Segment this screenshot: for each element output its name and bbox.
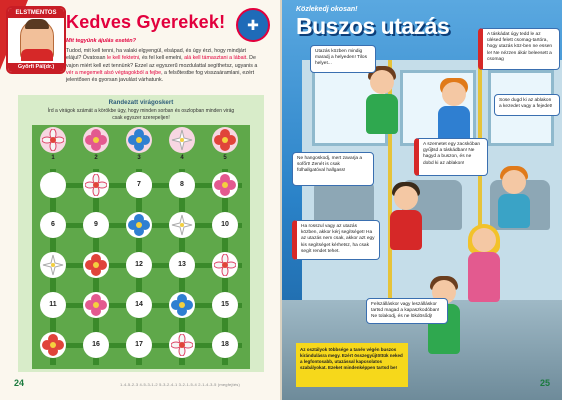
info-note: Az osztályok többsége a tanév végén buszos kirándulásra megy. Ezért összegyűjtöttük neked a legfontosabb, utazással kapcsolatos szabályokat. Ezeket mindenképpen tartsd be! <box>296 343 408 387</box>
cell-number: 18 <box>221 341 229 348</box>
page-title: Kedves Gyerekek! <box>66 12 226 32</box>
answer-circle[interactable] <box>83 332 109 358</box>
right-page <box>282 0 562 400</box>
intro-paragraph <box>66 48 262 84</box>
flower-blue-icon <box>126 127 152 153</box>
tip-bubble-noise: Ne hangoskodj, mert zavarja a sofőrt! Zenét is csak fülhallgatóval hallgass! <box>292 152 374 186</box>
intro-text-4: , a felsőtestbe fog visszaáramlani, ezért jelentősen és gyorsan javulást várhatunk. <box>66 69 255 84</box>
author-badge <box>6 6 66 74</box>
cell-number: 8 <box>180 181 184 188</box>
left-page <box>0 0 280 400</box>
puzzle-board <box>32 125 250 369</box>
column-number-3: 3 <box>137 155 141 161</box>
cell-number: 15 <box>221 301 229 308</box>
flower-red-icon <box>83 252 109 278</box>
flower-red-icon <box>40 332 66 358</box>
subtitle: Mit tegyünk ájulás esetén? <box>66 38 136 44</box>
answer-circle[interactable] <box>126 252 152 278</box>
tip-bubble-boarding: Felszálláskor vagy leszálláskor tartsd magad a kapaszkodóban! Ne tolakodj, és ne lökdösődj! <box>366 298 448 324</box>
answer-circle[interactable] <box>169 252 195 278</box>
intro-text-3: . De vajon miért kell ezt tennünk? Ezzel az egyszerű mozdulattal segíthetsz, ugyanis a <box>66 55 258 69</box>
answer-circle[interactable] <box>40 212 66 238</box>
cell-number: 10 <box>221 221 229 228</box>
flower-blue-icon <box>126 212 152 238</box>
tip-bubble-window: Sose dugd ki az ablakon a kezedet vagy a fejedet! <box>494 94 560 116</box>
answer-circle[interactable] <box>126 172 152 198</box>
answer-circle[interactable] <box>40 172 66 198</box>
intro-highlight-2: alá kell támasztani a lábait <box>184 55 247 62</box>
intro-highlight-1: le kell fektetni <box>106 55 140 62</box>
column-number-4: 4 <box>180 155 184 161</box>
flower-star-icon <box>40 252 66 278</box>
tip-bubble-seat: Utazás közben mindig maradj a helyeden! Tilos helyet... <box>310 45 376 73</box>
flower-blue-icon <box>169 292 195 318</box>
cell-number: 16 <box>92 341 100 348</box>
column-number-2: 2 <box>94 155 98 161</box>
flower-pink-icon <box>83 127 109 153</box>
flower-daisy-icon <box>83 172 109 198</box>
tip-bubble-trash: A szemetet egy zacskóban gyűjtsd a táskádban! Ne hagyd a buszon, és ne dobd ki az ablakon! <box>414 138 488 176</box>
kicker-text: Közlekedj okosan! <box>296 6 358 13</box>
cell-number: 11 <box>49 301 57 308</box>
cell-number: 14 <box>135 301 143 308</box>
column-number-1: 1 <box>51 155 55 161</box>
answer-circle[interactable] <box>212 332 238 358</box>
intro-text-2: , és fel kell emelni, <box>139 55 185 62</box>
flower-red-icon <box>212 127 238 153</box>
flower-star-icon <box>169 127 195 153</box>
cell-number: 7 <box>137 181 141 188</box>
badge-ribbon: ELSTMENTOS <box>8 8 64 18</box>
intro-text-1: Tudod, mit kell tenni, ha valaki elgyengül, elsápad, és úgy érzi, hogy mindjárt elájul? Óvatosan <box>66 48 246 62</box>
cell-number: 12 <box>135 261 143 268</box>
flower-pink-icon <box>83 292 109 318</box>
answer-key: 1-4-5-2-3 4-5-3-1-2 5-3-2-4-1 3-2-1-5-4 2-1-4-3-5 (megfejtés) <box>120 382 241 387</box>
cell-number: 6 <box>51 221 55 228</box>
flower-daisy-icon <box>169 332 195 358</box>
avatar <box>20 20 54 60</box>
answer-circle[interactable] <box>169 172 195 198</box>
tip-bubble-sickness: Ha rosszul vagy az utazás közben, akkor kérj segítséget! Ha az utazás nem csak, akkor azt egy kis segítséget kérhetsz, ha csak segít rendet tehet. <box>292 220 380 260</box>
column-number-5: 5 <box>223 155 227 161</box>
flower-daisy-icon <box>40 127 66 153</box>
answer-circle[interactable] <box>126 292 152 318</box>
puzzle-box <box>18 95 264 372</box>
answer-circle[interactable] <box>40 292 66 318</box>
page-number: 24 <box>14 378 25 388</box>
flower-star-icon <box>169 212 195 238</box>
puzzle-title: Randezatt virágoskert <box>108 99 174 106</box>
puzzle-instructions: Írd a virágok számát a körökbe úgy, hogy minden sorban és oszlopban minden virág csak egyszer szerepeljen! <box>47 108 235 121</box>
ambulance-emblem-icon: ✚ <box>236 8 270 42</box>
badge-name: Győrfi Pál(dr.) <box>8 63 64 72</box>
page-number: 25 <box>540 378 551 388</box>
answer-circle[interactable] <box>126 332 152 358</box>
cell-number: 17 <box>135 341 143 348</box>
flower-pink-icon <box>212 172 238 198</box>
answer-circle[interactable] <box>212 212 238 238</box>
flower-daisy-icon <box>212 252 238 278</box>
tip-bubble-luggage: A táskádat úgy tedd le az ülésed felett csomag-tartóra, hogy utazás köz-ben ne essen le! Ne nézzen ákár beleesett a csomag <box>478 28 560 70</box>
page-title: Buszos utazás <box>296 13 450 39</box>
cell-number: 13 <box>178 261 186 268</box>
cell-number: 9 <box>94 221 98 228</box>
intro-highlight-3: vér a megemelt alsó végtagokból a fejbe <box>66 69 162 76</box>
answer-circle[interactable] <box>212 292 238 318</box>
answer-circle[interactable] <box>83 212 109 238</box>
